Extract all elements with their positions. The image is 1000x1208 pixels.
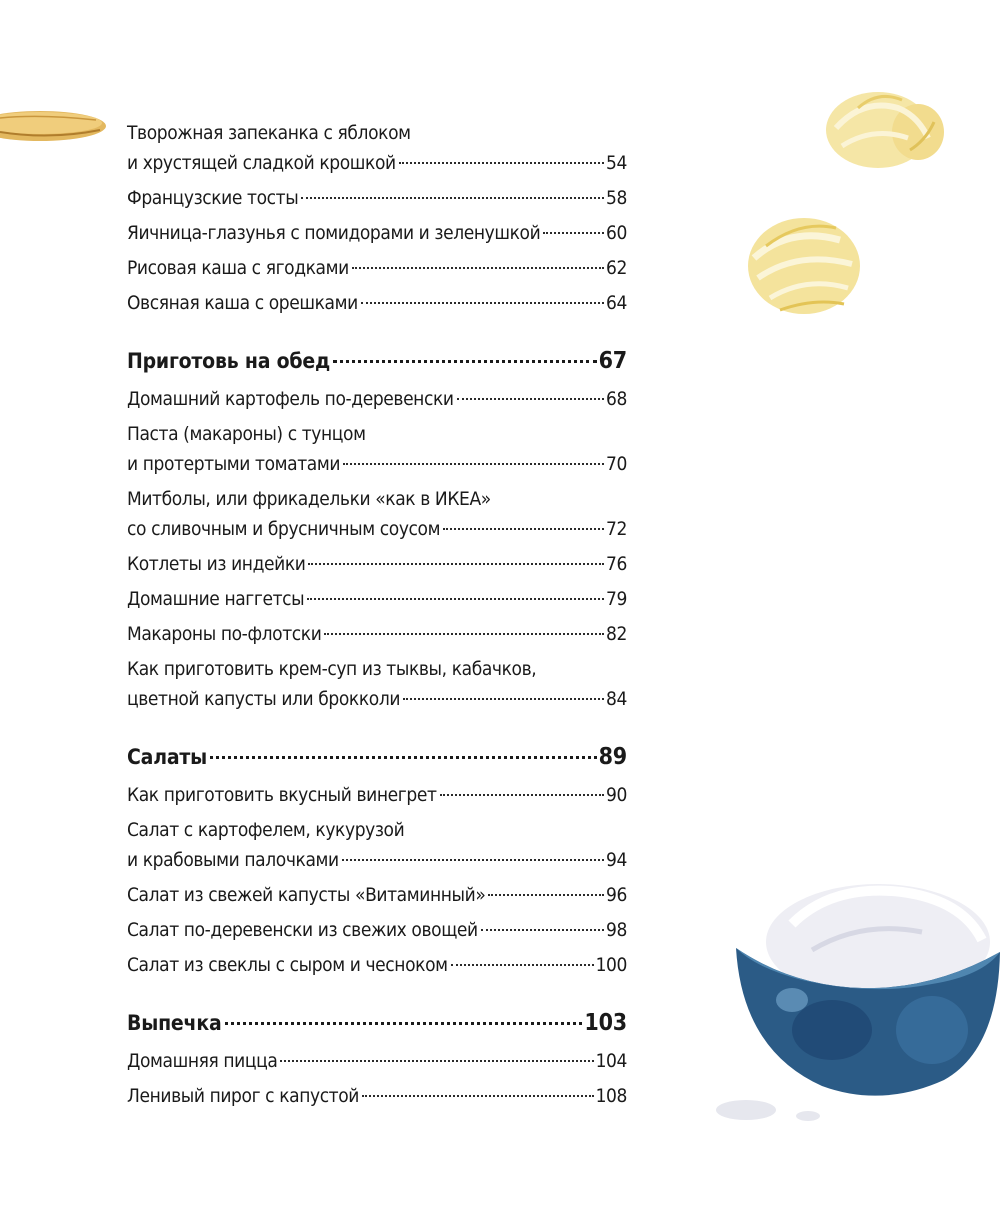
toc-entry-title: Овсяная каша с орешками [127, 292, 358, 314]
toc-entry-page: 98 [606, 919, 627, 941]
toc-entry-page: 79 [606, 588, 627, 610]
toc-entry-title: Домашний картофель по-деревенски [127, 388, 454, 410]
dot-leader [333, 360, 597, 363]
dot-leader [352, 267, 604, 269]
toc-entry-page: 64 [606, 292, 627, 314]
dot-leader [308, 563, 604, 565]
toc-entry-title: цветной капусты или брокколи [127, 688, 401, 710]
toc-entry-title: и протертыми томатами [127, 453, 341, 475]
toc-entry-title: Как приготовить вкусный винегрет [127, 784, 437, 806]
toc-entry[interactable] [127, 654, 627, 714]
toc-entry[interactable] [127, 880, 627, 910]
toc-section-baking[interactable] [127, 1006, 627, 1040]
toc-entry-title: Салат из свежей капусты «Витаминный» [127, 884, 486, 906]
cutting-board-icon [0, 104, 108, 148]
toc-entry[interactable] [127, 549, 627, 579]
toc-entry-title: Яичница-глазунья с помидорами и зеленушкой [127, 222, 541, 244]
dot-leader [457, 398, 604, 400]
toc-entry-page: 94 [606, 849, 627, 871]
dot-leader [225, 1022, 583, 1025]
toc-entry-title: Домашние наггетсы [127, 588, 305, 610]
toc-group-lunch [127, 384, 627, 714]
dot-leader [543, 232, 604, 234]
toc-entry-title-line1: Паста (макароны) с тунцом [127, 423, 366, 445]
toc-entry-page: 76 [606, 553, 627, 575]
dot-leader [440, 794, 605, 796]
toc-section-page: 103 [584, 1010, 627, 1036]
dot-leader [443, 528, 604, 530]
toc-group-baking [127, 1046, 627, 1111]
toc-entry[interactable] [127, 1081, 627, 1111]
toc-entry[interactable] [127, 183, 627, 213]
toc-section-title: Выпечка [127, 1011, 222, 1035]
dot-leader [488, 894, 604, 896]
toc-entry[interactable] [127, 218, 627, 248]
toc-entry-title-line1: Митболы, или фрикадельки «как в ИКЕА» [127, 488, 491, 510]
toc-section-title: Салаты [127, 745, 208, 769]
dot-leader [451, 964, 594, 966]
toc-entry-page: 100 [595, 954, 627, 976]
toc-entry-page: 82 [606, 623, 627, 645]
toc-entry[interactable] [127, 1046, 627, 1076]
dot-leader [342, 859, 604, 861]
dot-leader [399, 162, 604, 164]
table-of-contents [127, 118, 627, 1116]
butter-curl-icon [818, 78, 950, 178]
toc-entry-title: Домашняя пицца [127, 1050, 278, 1072]
toc-entry-title: Рисовая каша с ягодками [127, 257, 349, 279]
toc-entry[interactable] [127, 619, 627, 649]
dot-leader [361, 302, 604, 304]
toc-entry-page: 72 [606, 518, 627, 540]
toc-entry-page: 54 [606, 152, 627, 174]
toc-section-page: 89 [598, 744, 627, 770]
toc-entry-title: Салат из свеклы с сыром и чесноком [127, 954, 448, 976]
toc-entry-title-line1: Салат с картофелем, кукурузой [127, 819, 405, 841]
toc-section-page: 67 [598, 348, 627, 374]
toc-entry-title: и крабовыми палочками [127, 849, 339, 871]
toc-entry-page: 58 [606, 187, 627, 209]
toc-entry[interactable] [127, 419, 627, 479]
toc-entry-title-line1: Как приготовить крем-суп из тыквы, кабачков, [127, 658, 537, 680]
toc-entry-page: 96 [606, 884, 627, 906]
toc-entry-title: Ленивый пирог с капустой [127, 1085, 360, 1107]
dot-leader [210, 756, 597, 759]
dot-leader [324, 633, 604, 635]
dot-leader [301, 197, 604, 199]
toc-group-breakfast [127, 118, 627, 318]
toc-entry[interactable] [127, 915, 627, 945]
toc-entry-page: 60 [606, 222, 627, 244]
toc-entry[interactable] [127, 253, 627, 283]
toc-entry[interactable] [127, 584, 627, 614]
toc-entry-title: со сливочным и брусничным соусом [127, 518, 441, 540]
toc-entry[interactable] [127, 288, 627, 318]
toc-entry[interactable] [127, 484, 627, 544]
dot-leader [307, 598, 604, 600]
dot-leader [481, 929, 604, 931]
toc-entry-title: Макароны по-флотски [127, 623, 322, 645]
toc-entry-page: 104 [595, 1050, 627, 1072]
butter-curl-icon [740, 206, 868, 324]
toc-entry-page: 108 [595, 1085, 627, 1107]
toc-entry-title-line1: Творожная запеканка с яблоком [127, 122, 411, 144]
sour-cream-bowl-icon [712, 880, 1000, 1130]
toc-entry[interactable] [127, 815, 627, 875]
toc-section-lunch[interactable] [127, 344, 627, 378]
toc-entry-page: 68 [606, 388, 627, 410]
toc-entry-page: 62 [606, 257, 627, 279]
toc-entry[interactable] [127, 118, 627, 178]
dot-leader [280, 1060, 593, 1062]
toc-entry[interactable] [127, 780, 627, 810]
toc-entry-title: Салат по-деревенски из свежих овощей [127, 919, 478, 941]
toc-entry-title: Котлеты из индейки [127, 553, 306, 575]
dot-leader [343, 463, 604, 465]
toc-entry[interactable] [127, 384, 627, 414]
toc-entry-page: 84 [606, 688, 627, 710]
toc-entry-page: 90 [606, 784, 627, 806]
dot-leader [403, 698, 604, 700]
toc-entry[interactable] [127, 950, 627, 980]
toc-section-salads[interactable] [127, 740, 627, 774]
toc-entry-title: и хрустящей сладкой крошкой [127, 152, 396, 174]
toc-group-salads [127, 780, 627, 980]
toc-entry-title: Французские тосты [127, 187, 299, 209]
toc-entry-page: 70 [606, 453, 627, 475]
toc-section-title: Приготовь на обед [127, 349, 331, 373]
dot-leader [362, 1095, 594, 1097]
